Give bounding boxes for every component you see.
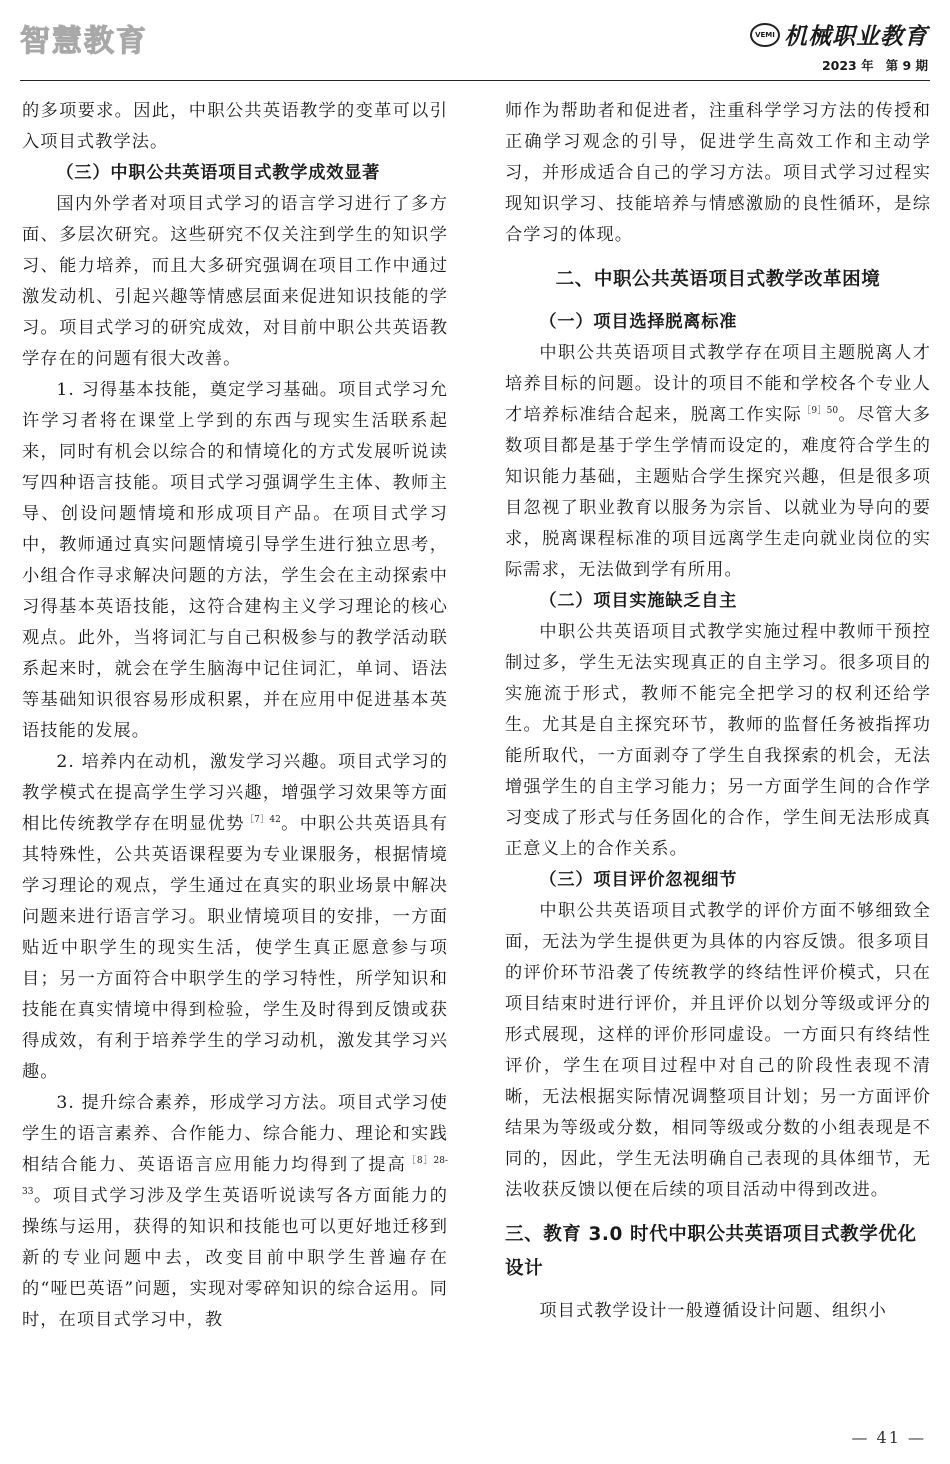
subsection-heading: （二）项目实施缺乏自主 [539,591,738,611]
paragraph [22,1088,448,1336]
section-heading: 三、教育 3.0 时代中职公共英语项目式教学优化设计 [505,1224,917,1279]
subsection-heading: （一）项目选择脱离标准 [539,312,738,332]
text-run: 。尽管大多数项目都是基于学生学情而设定的，难度符合学生的知识能力基础，主题贴合学生探究兴趣，但是很多项目忽视了职业教育以服务为宗旨、以就业为导向的要求，脱离课程标准的项目远离学生走向就业岗位的实际需求，无法做到学有所用。 [505,405,931,580]
issue-number: 第 9 期 [885,58,928,73]
paragraph [505,338,931,586]
journal-name: 机械职业教育 [784,23,928,50]
right-column [505,96,931,1327]
paragraph: 国内外学者对项目式学习的语言学习进行了多方面、多层次研究。这些研究不仅关注到学生的知识学习、能力培养，而且大多研究强调在项目工作中通过激发动机、引起兴趣等情感层面来促进知识技能的学习。项目式学习的研究成效，对目前中职公共英语教学存在的问题有很大改善。 [22,194,448,369]
citation: ［8］28-33 [22,1156,448,1197]
page-header [0,0,950,80]
text-run: 2. 培养内在动机，激发学习兴趣。项目式学习的教学模式在提高学生学习兴趣，增强学习效果等方面相比传统教学存在明显优势 [22,752,448,834]
paragraph: 的多项要求。因此，中职公共英语教学的变革可以引入项目式教学法。 [22,101,448,152]
subsection-heading: （三）项目评价忽视细节 [539,870,738,890]
paragraph: 项目式教学设计一般遵循设计问题、组织小 [539,1301,887,1321]
section-heading: 二、中职公共英语项目式教学改革困境 [555,269,881,290]
text-run: 。中职公共英语具有其特殊性，公共英语课程要为专业课服务，根据情境学习理论的观点，学生通过在真实的职业场景中解决问题来进行语言学习。职业情境项目的安排，一方面贴近中职学生的现实生活，使学生真正愿意参与项目；另一方面符合中职学生的学习特性，所学知识和技能在真实情境中得到检验，学生及时得到反馈或获得成效，有利于培养学生的学习动机，激发其学习兴趣。 [22,814,449,1082]
text-run: 3. 提升综合素养，形成学习方法。项目式学习使学生的语言素养、合作能力、综合能力、理论和实践相结合能力、英语语言应用能力均得到了提高 [22,1093,448,1175]
header-rule [20,80,930,81]
issue-year: 2023 年 [821,58,874,73]
paragraph [22,747,448,1088]
paragraph: 1. 习得基本技能，奠定学习基础。项目式学习允许学习者将在课堂上学到的东西与现实生活联系起来，同时有机会以综合的和情境化的方式发展听说读写四种语言技能。项目式学习强调学生主体、教师主导、创设问题情境和形成项目产品。在项目式学习中，教师通过真实问题情境引导学生进行独立思考，小组合作寻求解决问题的方法，学生会在主动探索中习得基本英语技能，这符合建构主义学习理论的核心观点。此外，当将词汇与自己积极参与的教学活动联系起来时，就会在学生脑海中记住词汇，单词、语法等基础知识很容易形成积累，并在应用中促进基本英语技能的发展。 [22,380,448,741]
text-run: 中职公共英语项目式教学存在项目主题脱离人才培养目标的问题。设计的项目不能和学校各个专业人才培养标准结合起来，脱离工作实际 [505,343,931,425]
journal-logo [750,18,928,51]
left-column [22,96,448,1336]
citation: ［7］42 [244,815,281,825]
section-tag: 智慧教育 [20,24,148,59]
issue-info [822,56,928,74]
paragraph: 中职公共英语项目式教学的评价方面不够细致全面，无法为学生提供更为具体的内容反馈。很多项目的评价环节沿袭了传统教学的终结性评价模式，只在项目结束时进行评价，并且评价以划分等级或评分的形式展现，这样的评价形同虚设。一方面只有终结性评价，学生在项目过程中对自己的阶段性表现不清晰，无法根据实际情况调整项目计划；另一方面评价结果为等级或分数，相同等级或分数的小组表现是不同的，因此，学生无法明确自己表现的具体细节，无法收获反馈以便在后续的项目活动中得到改进。 [505,901,931,1200]
journal-badge-icon: VEMI [750,23,780,47]
citation: ［9］50 [802,406,839,416]
paragraph: 中职公共英语项目式教学实施过程中教师干预控制过多，学生无法实现真正的自主学习。很多项目的实施流于形式，教师不能完全把学习的权利还给学生。尤其是自主探究环节，教师的监督任务被指挥功能所取代，一方面剥夺了学生自我探索的机会，无法增强学生的自主学习能力；另一方面学生间的合作学习变成了形式与任务固化的合作，学生间无法形成真正意义上的合作关系。 [505,622,931,859]
page-number: — 41 — [851,1428,926,1447]
paragraph: 师作为帮助者和促进者，注重科学学习方法的传授和正确学习观念的引导，促进学生高效工作和主动学习，并形成适合自己的学习方法。项目式学习过程实现知识学习、技能培养与情感激励的良性循环，是综合学习的体现。 [505,101,931,245]
subsection-heading: （三）中职公共英语项目式教学成效显著 [56,163,381,183]
text-run: 。项目式学习涉及学生英语听说读写各方面能力的操练与运用，获得的知识和技能也可以更好地迁移到新的专业问题中去，改变目前中职学生普遍存在的“哑巴英语”问题，实现对零碎知识的综合运用。同时，在项目式学习中，教 [22,1186,448,1330]
